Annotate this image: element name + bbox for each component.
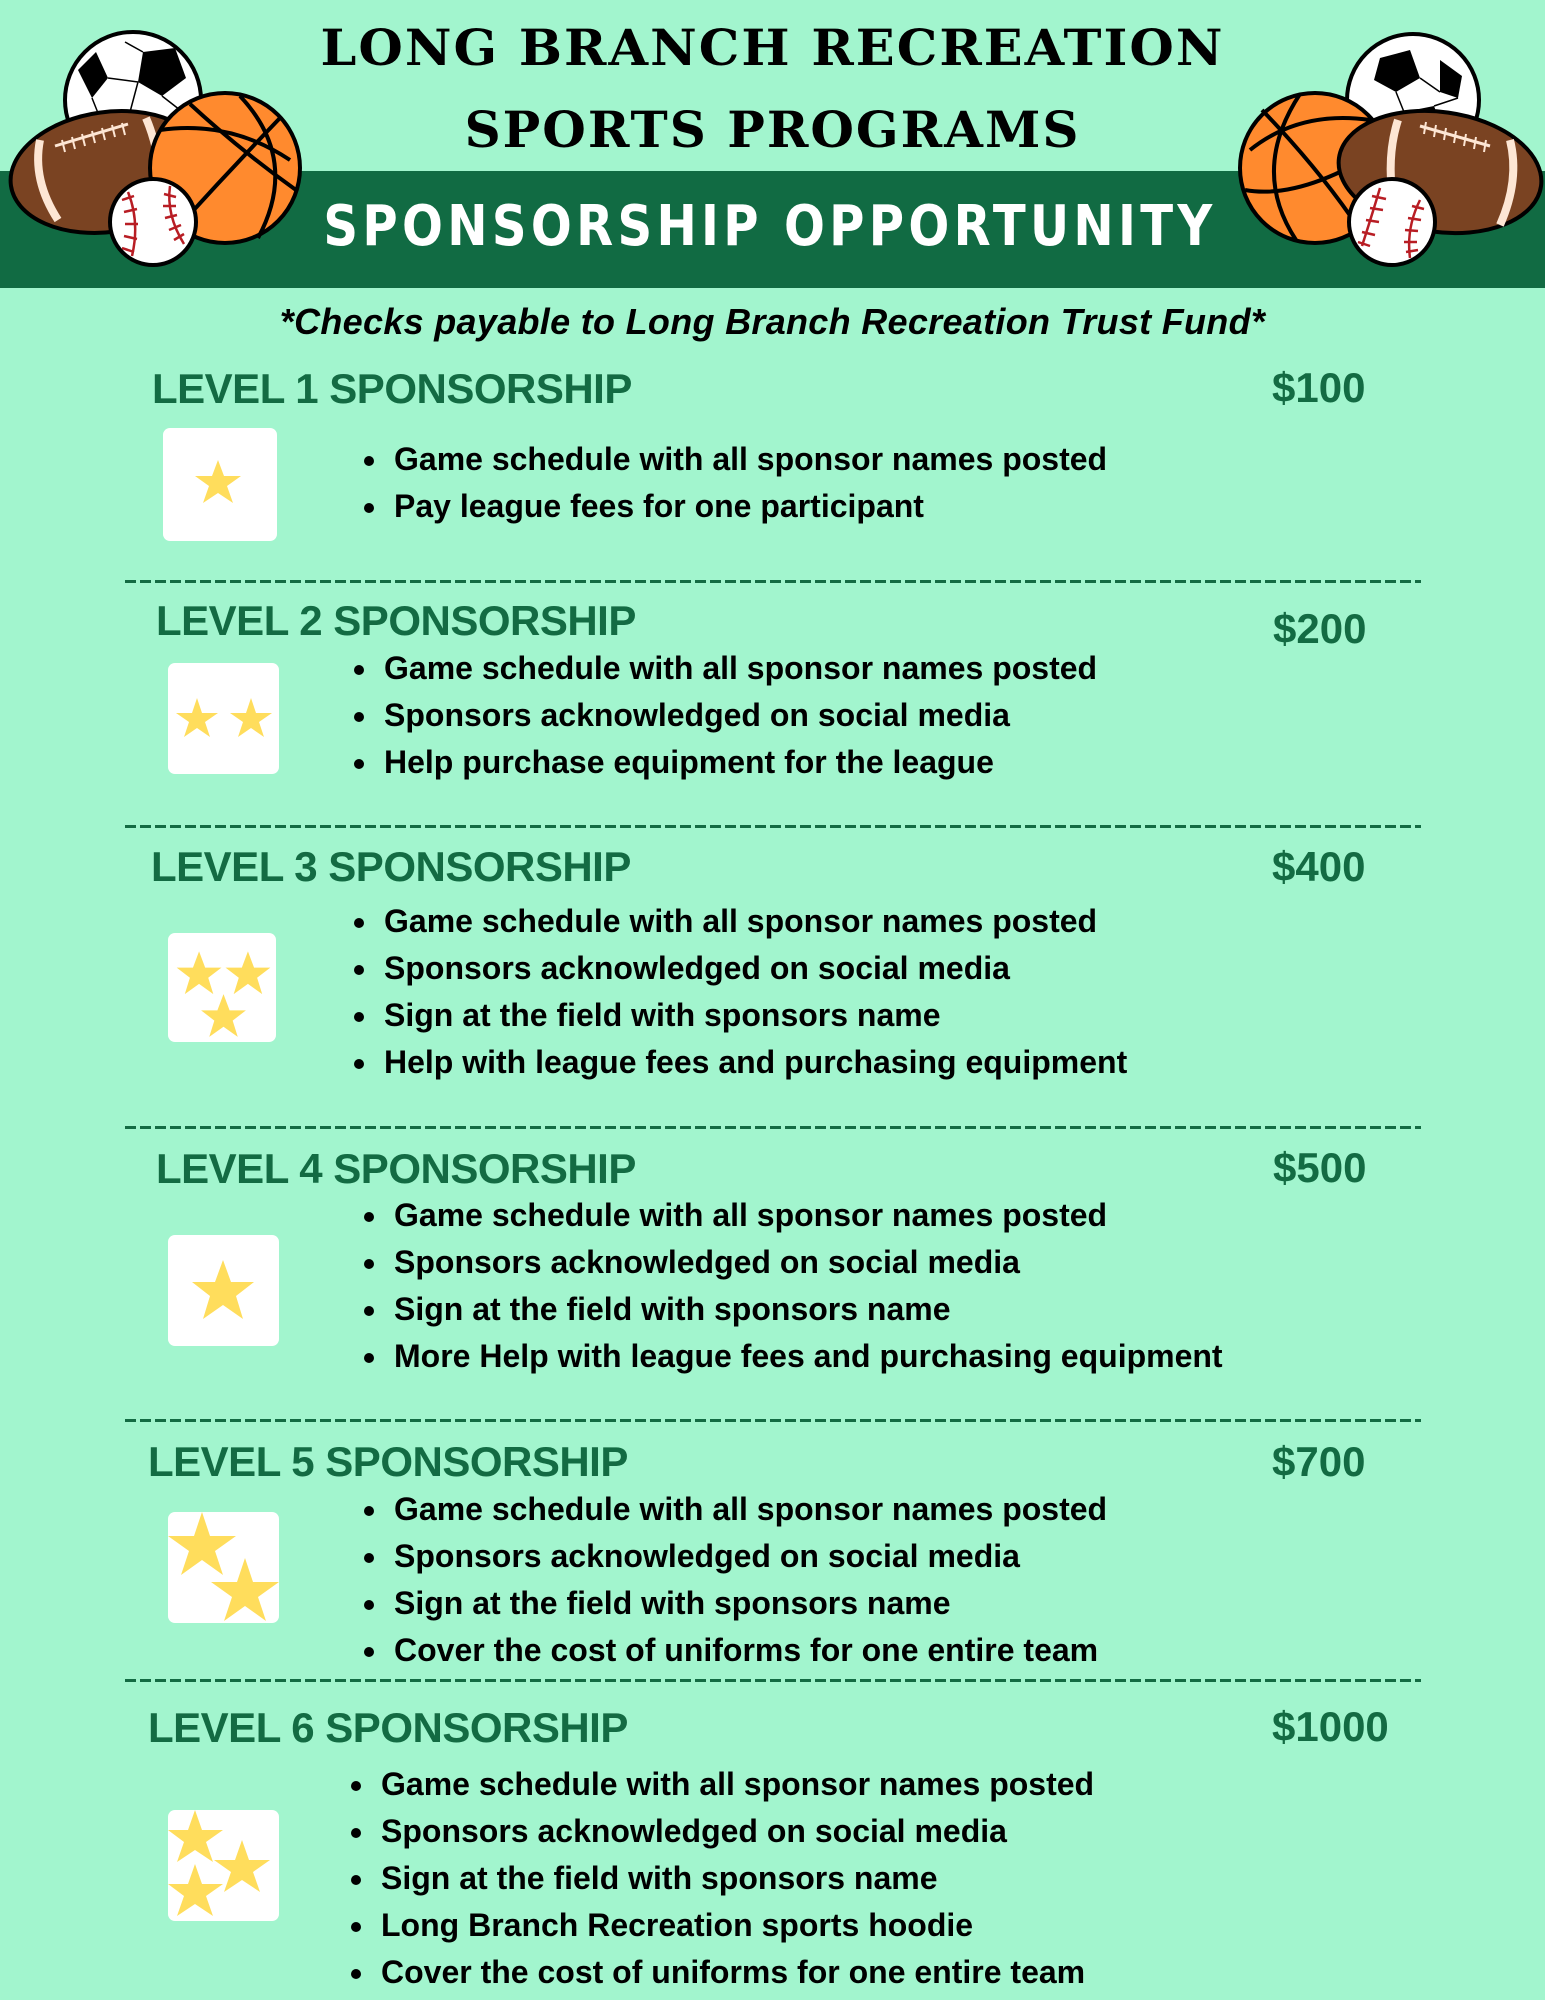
bullet-icon xyxy=(364,1506,374,1516)
benefit-item: Pay league fees for one participant xyxy=(394,483,1107,530)
bullet-icon xyxy=(364,1353,374,1363)
benefit-item: Sponsors acknowledged on social media xyxy=(394,1239,1223,1286)
benefit-item: Game schedule with all sponsor names posted xyxy=(394,1486,1107,1533)
star-badge xyxy=(163,428,277,541)
benefit-item: More Help with league fees and purchasing equipment xyxy=(394,1333,1223,1380)
star-badge xyxy=(168,1235,279,1346)
three-stars-icon xyxy=(168,1810,279,1921)
page-title-line-2: SPORTS PROGRAMS xyxy=(464,100,1081,159)
benefit-item: Game schedule with all sponsor names posted xyxy=(381,1761,1094,1808)
benefit-item: Help with league fees and purchasing equipment xyxy=(384,1039,1127,1086)
level-price: $200 xyxy=(1273,605,1367,652)
benefit-item: Long Branch Recreation sports hoodie xyxy=(381,1902,1094,1949)
bullet-icon xyxy=(354,1012,364,1022)
bullet-icon xyxy=(351,1781,361,1791)
bullet-icon xyxy=(364,1259,374,1269)
bullet-icon xyxy=(351,1828,361,1838)
payment-note: *Checks payable to Long Branch Recreation Trust Fund* xyxy=(279,301,1266,342)
benefit-item: Sign at the field with sponsors name xyxy=(394,1286,1223,1333)
benefit-item: Sponsors acknowledged on social media xyxy=(384,692,1097,739)
bullet-icon xyxy=(364,456,374,466)
bullet-icon xyxy=(364,1553,374,1563)
dashed-divider xyxy=(125,580,1421,583)
bullet-icon xyxy=(351,1875,361,1885)
benefit-list xyxy=(381,1761,1094,1996)
star-icon xyxy=(168,1235,279,1346)
benefit-item: Cover the cost of uniforms for one entire team xyxy=(394,1627,1107,1674)
bullet-icon xyxy=(364,1212,374,1222)
star-badge xyxy=(168,1512,279,1623)
level-price: $1000 xyxy=(1272,1703,1389,1750)
level-price: $100 xyxy=(1272,364,1366,411)
level-heading: LEVEL 4 SPONSORSHIP xyxy=(156,1145,636,1192)
bullet-icon xyxy=(364,503,374,513)
benefit-item: Sign at the field with sponsors name xyxy=(384,992,1127,1039)
benefit-item: Sign at the field with sponsors name xyxy=(381,1855,1094,1902)
benefit-item: Sponsors acknowledged on social media xyxy=(394,1533,1107,1580)
level-heading: LEVEL 3 SPONSORSHIP xyxy=(151,843,631,890)
page-title-line-1: LONG BRANCH RECREATION xyxy=(320,18,1225,77)
benefit-item: Game schedule with all sponsor names posted xyxy=(384,645,1097,692)
level-heading: LEVEL 5 SPONSORSHIP xyxy=(148,1438,628,1485)
bullet-icon xyxy=(354,712,364,722)
benefit-item: Sign at the field with sponsors name xyxy=(394,1580,1107,1627)
star-badge xyxy=(168,663,279,774)
star-icon xyxy=(163,428,274,539)
benefit-item: Sponsors acknowledged on social media xyxy=(381,1808,1094,1855)
three-stars-icon xyxy=(168,933,276,1042)
banner-title: SPONSORSHIP OPPORTUNITY xyxy=(323,194,1217,259)
level-heading: LEVEL 1 SPONSORSHIP xyxy=(152,365,632,412)
level-price: $500 xyxy=(1273,1144,1367,1191)
bullet-icon xyxy=(351,1922,361,1932)
benefit-list xyxy=(384,898,1127,1086)
level-price: $400 xyxy=(1272,843,1366,890)
benefit-list xyxy=(384,645,1097,786)
bullet-icon xyxy=(364,1600,374,1610)
benefit-item: Game schedule with all sponsor names posted xyxy=(394,1192,1223,1239)
bullet-icon xyxy=(354,918,364,928)
two-stars-icon xyxy=(168,663,279,774)
dashed-divider xyxy=(125,1419,1421,1422)
benefit-item: Game schedule with all sponsor names posted xyxy=(394,436,1107,483)
bullet-icon xyxy=(364,1306,374,1316)
two-stars-icon xyxy=(168,1512,279,1623)
benefit-list xyxy=(394,436,1107,530)
level-heading: LEVEL 2 SPONSORSHIP xyxy=(156,597,636,644)
benefit-list xyxy=(394,1192,1223,1380)
bullet-icon xyxy=(351,1969,361,1979)
dashed-divider xyxy=(125,1126,1421,1129)
bullet-icon xyxy=(354,965,364,975)
benefit-item: Help purchase equipment for the league xyxy=(384,739,1097,786)
level-price: $700 xyxy=(1272,1438,1366,1485)
bullet-icon xyxy=(354,759,364,769)
star-badge xyxy=(168,1810,279,1921)
level-heading: LEVEL 6 SPONSORSHIP xyxy=(148,1704,628,1751)
star-badge xyxy=(168,933,276,1042)
benefit-item: Game schedule with all sponsor names posted xyxy=(384,898,1127,945)
bullet-icon xyxy=(354,1059,364,1069)
dashed-divider xyxy=(125,825,1421,828)
bullet-icon xyxy=(354,665,364,675)
benefit-item: Cover the cost of uniforms for one entire team xyxy=(381,1949,1094,1996)
dashed-divider xyxy=(125,1679,1421,1682)
bullet-icon xyxy=(364,1647,374,1657)
benefit-item: Sponsors acknowledged on social media xyxy=(384,945,1127,992)
benefit-list xyxy=(394,1486,1107,1674)
